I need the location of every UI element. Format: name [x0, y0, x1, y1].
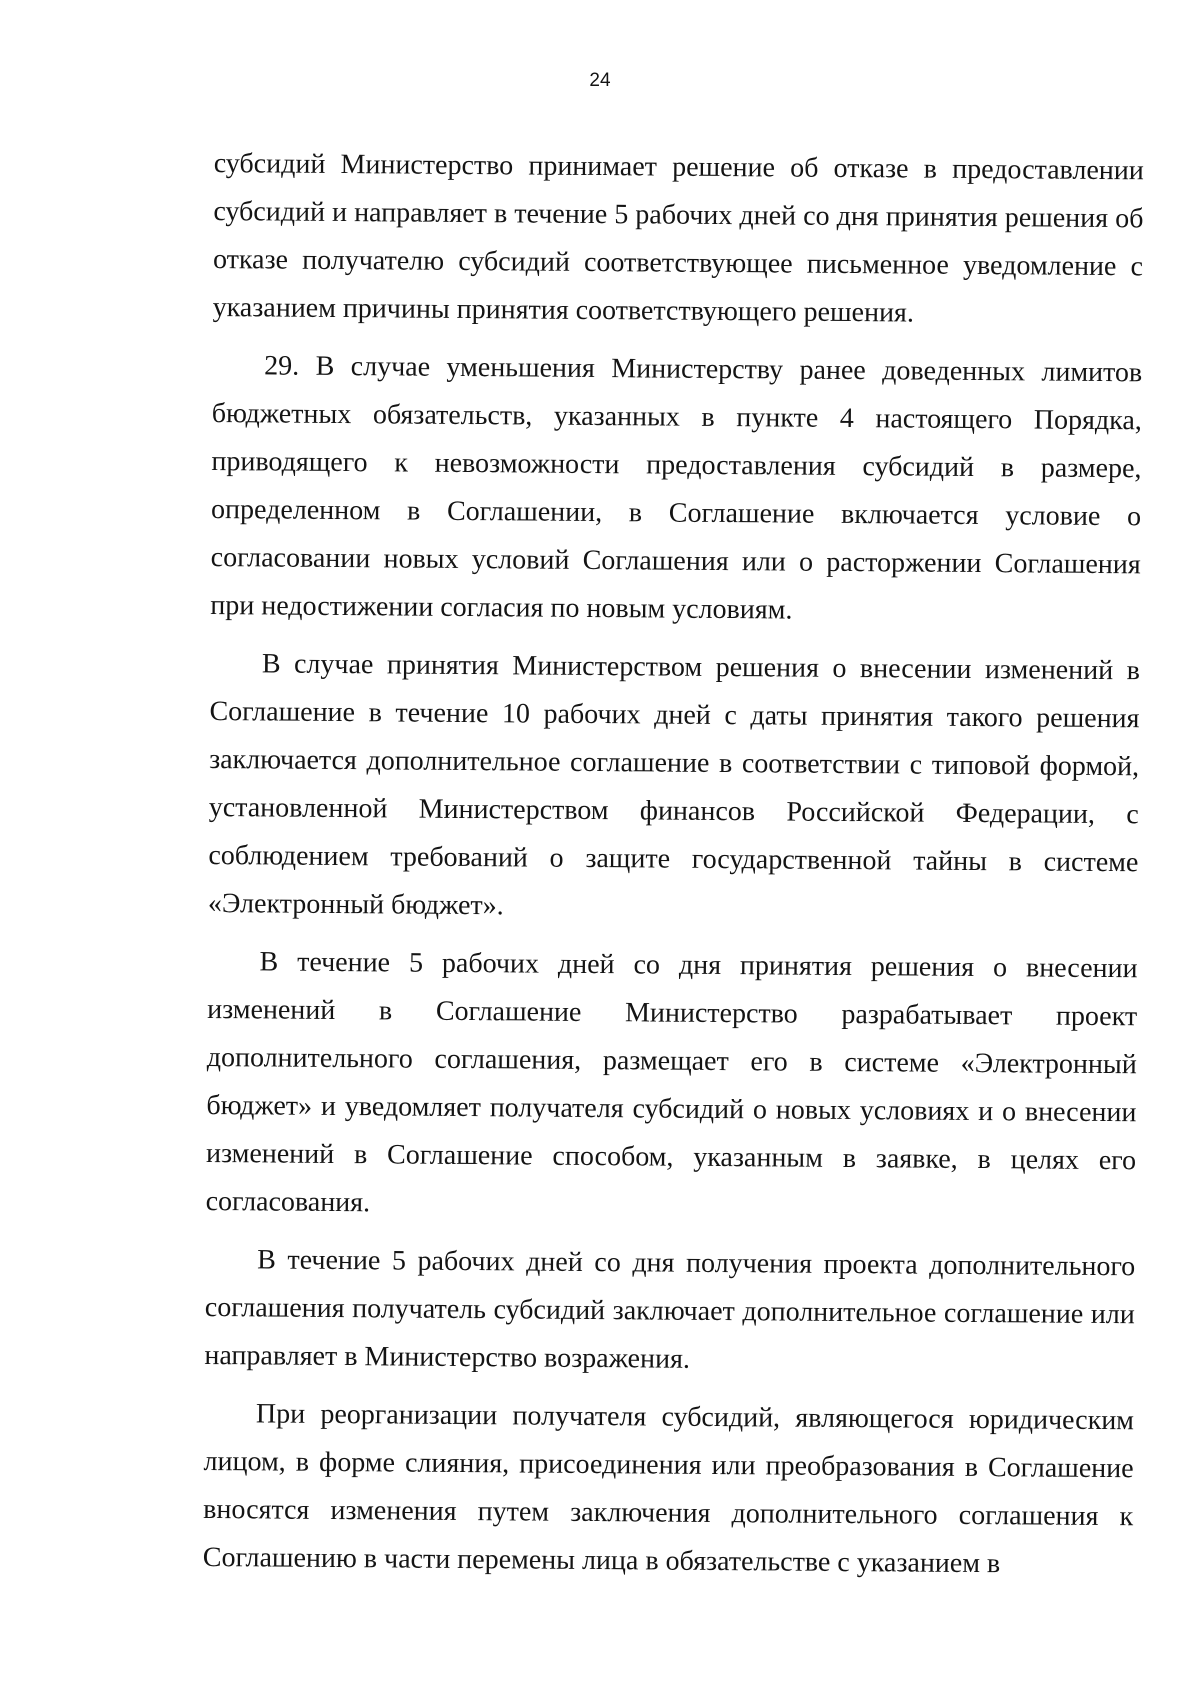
- paragraph-reorganization: При реорганизации получателя субсидий, являющегося юридическим лицом, в форме слияния, присоединения или преобразования в Соглашение вносятся изменения путем заключения дополнительного соглашения к Соглашению в части перемены лица в обязательстве с указанием в: [202, 1398, 1135, 1580]
- paragraph-recipient-response: В течение 5 рабочих дней со дня получения проекта дополнительного соглашения получатель субсидий заключает дополнительное соглашение или направляет в Министерство возражения.: [204, 1244, 1136, 1375]
- paragraph-draft-agreement: В течение 5 рабочих дней со дня принятия решения о внесении изменений в Соглашение Министерство разрабатывает проект дополнительного соглашения, размещает его в системе «Электронный бюджет» и уведомляет получателя субсидий о новых условиях и о внесении изменений в Соглашение способом, указанным в заявке, в целях его согласования.: [205, 946, 1138, 1219]
- document-body: [203, 140, 1144, 1599]
- paragraph-item-29: 29. В случае уменьшения Министерству ранее доведенных лимитов бюджетных обязательств, указанных в пункте 4 настоящего Порядка, приводящего к невозможности предоставления субсидий в размере, определенном в Соглашении, в Соглашение включается условие о согласовании новых условий Соглашения или о расторжении Соглашения при недостижении согласия по новым условиям.: [210, 350, 1143, 626]
- paragraph-continuation: субсидий Министерство принимает решение об отказе в предоставлении субсидий и направляет в течение 5 рабочих дней со дня принятия решения об отказе получателю субсидий соответствующее письменное уведомление с указанием причины принятия соответствующего решения.: [212, 147, 1144, 329]
- paragraph-amendment-decision: В случае принятия Министерством решения о внесении изменений в Соглашение в течение 10 рабочих дней с даты принятия такого решения заключается дополнительное соглашение в соответствии с типовой формой, установленной Министерством финансов Российской Федерации, с соблюдением требований о защите государственной тайны в системе «Электронный бюджет».: [207, 648, 1140, 922]
- page-number: 24: [589, 70, 611, 91]
